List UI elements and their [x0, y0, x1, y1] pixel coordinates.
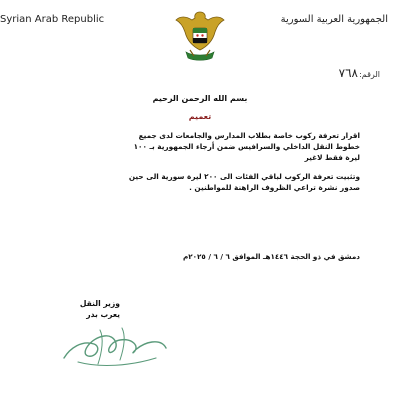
- body-line: وتثبيت تعرفة الركوب لباقي الفئات الى ٢٠٠ ليرة سورية الى حين: [128, 172, 360, 181]
- body-line: ليرة فقط لاغير: [304, 153, 360, 162]
- letter-body: [40, 130, 360, 193]
- basmala: بسم الله الرحمن الرحيم: [152, 94, 248, 103]
- signatory-name: يعرب بدر: [86, 310, 120, 319]
- syrian-eagle-emblem-icon: [174, 6, 226, 66]
- body-line: صدور نشرة تراعي الظروف الراهنة للمواطنين .: [189, 183, 360, 192]
- body-line: خطوط النقل الداخلي والسرافيس ضمن أرجاء الجمهورية بـ ١٠٠: [133, 142, 360, 151]
- signatory-block: [80, 298, 120, 320]
- signatory-title: وزير النقل: [79, 299, 120, 308]
- body-line: اقرار تعرفة ركوب خاصة بطلاب المدارس والجامعات لدى جميع: [138, 131, 360, 140]
- header-arabic-title: الجمهورية العربية السورية: [280, 14, 388, 25]
- handwritten-signature: [60, 318, 170, 378]
- body-paragraph-2: [40, 171, 360, 193]
- date-line: دمشق في ذو الحجة ١٤٤٦هـ الموافق ٦ / ٦ / ٢٠٢٥م: [182, 252, 360, 261]
- body-paragraph-1: [40, 130, 360, 163]
- header-english-title: Syrian Arab Republic: [0, 14, 105, 25]
- reference-number: ٧٦٨: [338, 66, 358, 80]
- reference-label: الرقم:: [359, 70, 380, 79]
- letter-subject: تعميم: [188, 112, 212, 121]
